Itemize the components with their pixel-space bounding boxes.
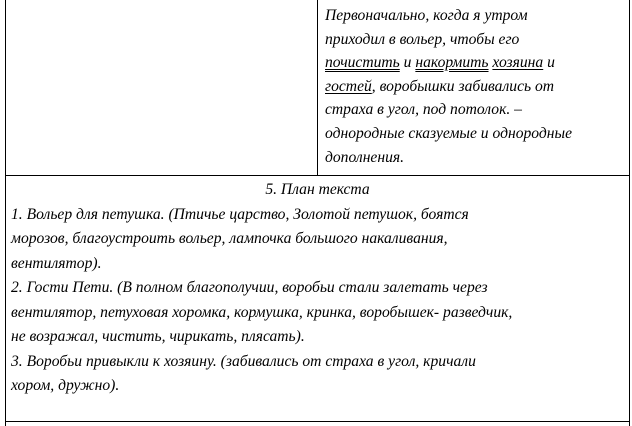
plan-line: вентилятор). <box>11 254 102 272</box>
plan-line: хором, дружно). <box>11 377 120 394</box>
predicate-word-clean: почистить <box>325 54 400 72</box>
analysis-line-6: однородные сказуемые и однородные <box>325 124 572 142</box>
plan-line: 1. Вольер для петушка. (Птичье царство, Золотой петушок, боятся <box>11 205 469 223</box>
analysis-line-2: приходил в вольер, чтобы его <box>325 30 520 48</box>
analysis-line-7: дополнения. <box>325 148 405 166</box>
plan-line: 2. Гости Пети. (В полном благополучии, воробьи стали залетать через <box>11 279 488 296</box>
analysis-line-4 <box>325 75 629 99</box>
object-word-guests: гостей <box>325 77 372 95</box>
object-word-host: хозяина <box>492 54 544 72</box>
plan-line: вентилятор, петуховая хоромка, кормушка, кринка, воробышек- разведчик, <box>11 303 513 321</box>
analysis-line-1: Первоначально, когда я утром <box>325 7 528 24</box>
document-table <box>5 0 630 426</box>
plan-line: не возражал, чистить, чирикать, плясать). <box>11 328 305 345</box>
plan-title: 5. План текста <box>265 181 370 198</box>
plan-line: морозов, благоустроить вольер, лампочка большого накаливания, <box>11 230 448 247</box>
text-fragment: , воробышки забивались от <box>371 77 555 95</box>
analysis-cell <box>318 0 629 175</box>
predicate-word-feed: накормить <box>415 54 489 72</box>
analysis-line-5: страха в угол, под потолок. – <box>325 101 522 119</box>
text-fragment: и <box>543 54 555 72</box>
table-row-1 <box>6 0 629 176</box>
empty-left-cell <box>6 0 318 175</box>
text-fragment: и <box>399 54 416 72</box>
text-plan-cell <box>6 176 629 422</box>
analysis-line-3 <box>325 51 629 75</box>
plan-line: 3. Воробьи привыкли к хозяину. (забивались от страха в угол, кричали <box>11 352 476 370</box>
